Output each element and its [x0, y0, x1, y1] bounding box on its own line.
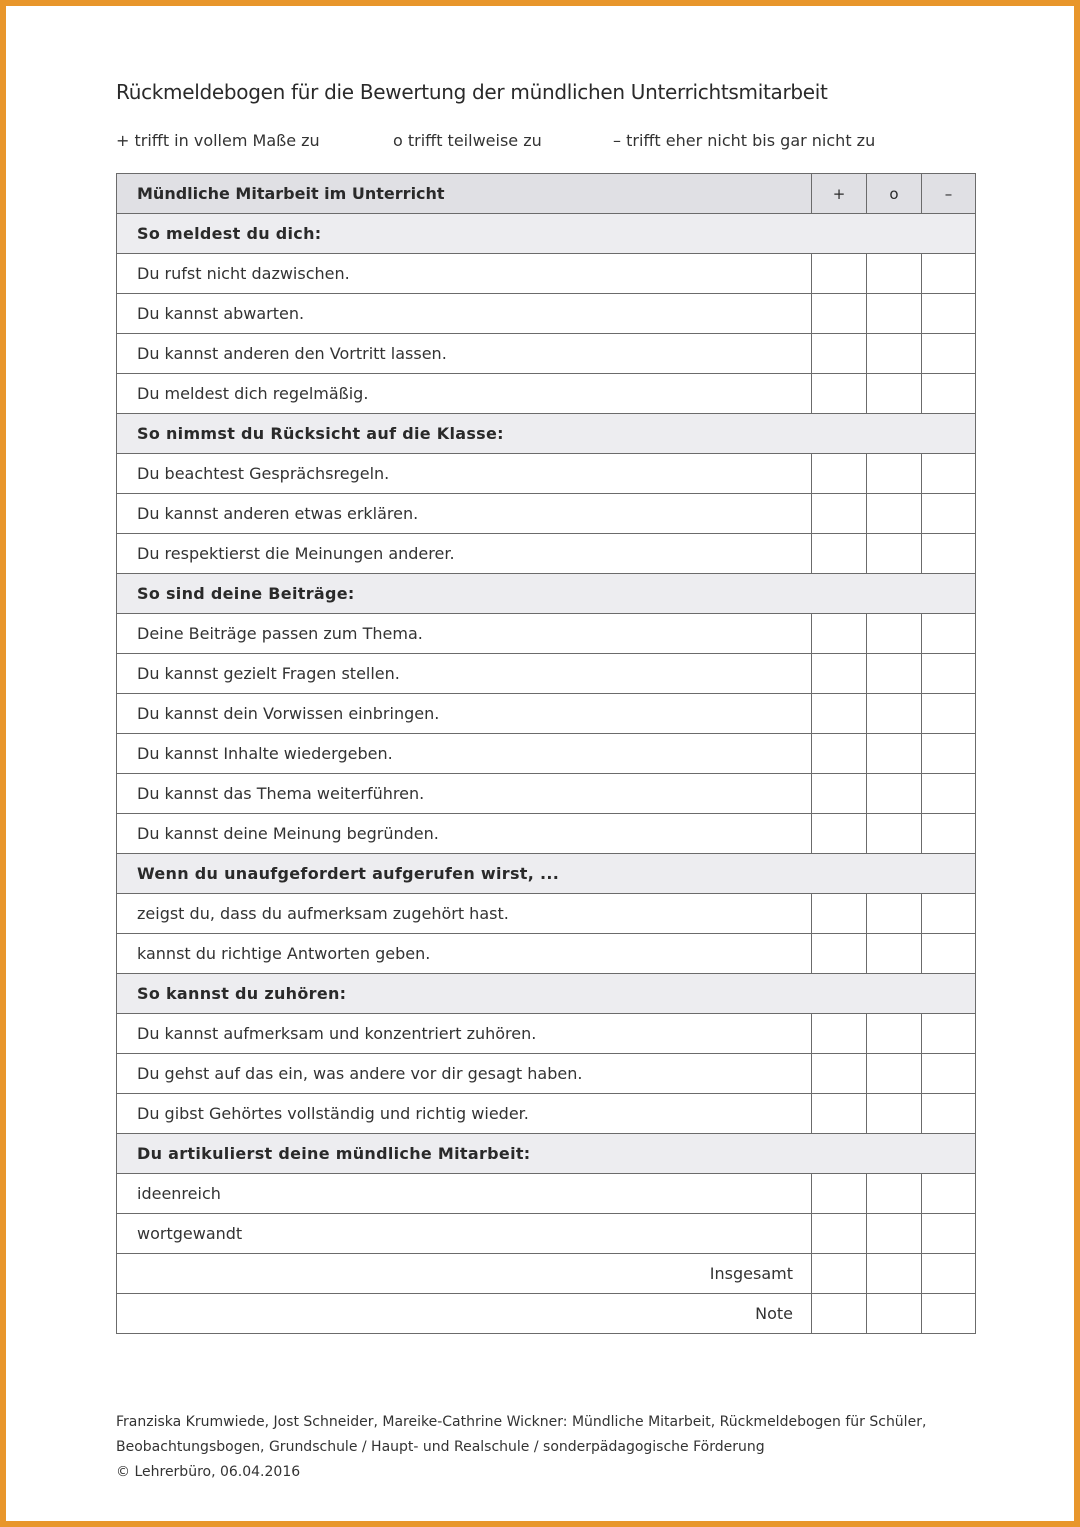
checkbox-plus[interactable]	[812, 654, 867, 694]
criterion-label: Du kannst aufmerksam und konzentriert zuhören.	[117, 1014, 812, 1054]
checkbox-partial[interactable]	[867, 734, 922, 774]
criterion-label: Du rufst nicht dazwischen.	[117, 254, 812, 294]
checkbox-plus[interactable]	[812, 254, 867, 294]
criterion-row	[117, 1174, 976, 1214]
total-row	[117, 1254, 976, 1294]
page-title: Rückmeldebogen für die Bewertung der mündlichen Unterrichtsmitarbeit	[116, 80, 828, 104]
criterion-label: ideenreich	[117, 1174, 812, 1214]
table-header-label: Mündliche Mitarbeit im Unterricht	[117, 174, 812, 214]
criterion-row	[117, 1094, 976, 1134]
criterion-label: Du kannst deine Meinung begründen.	[117, 814, 812, 854]
checkbox-plus[interactable]	[812, 1054, 867, 1094]
checkbox-minus[interactable]	[922, 1174, 976, 1214]
feedback-table	[116, 173, 976, 1334]
checkbox-minus[interactable]	[922, 334, 976, 374]
checkbox-plus[interactable]	[812, 694, 867, 734]
checkbox-partial[interactable]	[867, 1214, 922, 1254]
checkbox-minus[interactable]	[922, 614, 976, 654]
section-row	[117, 974, 976, 1014]
criterion-row	[117, 294, 976, 334]
section-title: So kannst du zuhören:	[117, 974, 976, 1014]
checkbox-plus[interactable]	[812, 894, 867, 934]
checkbox-plus[interactable]	[812, 934, 867, 974]
checkbox-minus[interactable]	[922, 374, 976, 414]
checkbox-plus[interactable]	[812, 734, 867, 774]
criterion-label: Du kannst gezielt Fragen stellen.	[117, 654, 812, 694]
criterion-label: Deine Beiträge passen zum Thema.	[117, 614, 812, 654]
criterion-row	[117, 1214, 976, 1254]
criterion-label: Du beachtest Gesprächsregeln.	[117, 454, 812, 494]
grade-label: Note	[117, 1294, 812, 1334]
checkbox-minus[interactable]	[922, 494, 976, 534]
footer-citation	[116, 1410, 926, 1485]
checkbox-partial[interactable]	[867, 654, 922, 694]
checkbox-partial[interactable]	[867, 534, 922, 574]
checkbox-plus[interactable]	[812, 294, 867, 334]
section-title: Du artikulierst deine mündliche Mitarbeit:	[117, 1134, 976, 1174]
section-title: So meldest du dich:	[117, 214, 976, 254]
criterion-row	[117, 374, 976, 414]
section-title: So nimmst du Rücksicht auf die Klasse:	[117, 414, 976, 454]
header-partial: o	[867, 174, 922, 214]
header-plus: +	[812, 174, 867, 214]
checkbox-plus[interactable]	[812, 614, 867, 654]
criterion-row	[117, 614, 976, 654]
criterion-row	[117, 454, 976, 494]
footer-line-3: © Lehrerbüro, 06.04.2016	[116, 1464, 301, 1480]
checkbox-partial[interactable]	[867, 1054, 922, 1094]
checkbox-partial[interactable]	[867, 494, 922, 534]
checkbox-partial[interactable]	[867, 1174, 922, 1214]
criterion-row	[117, 1054, 976, 1094]
criterion-label: wortgewandt	[117, 1214, 812, 1254]
criterion-row	[117, 494, 976, 534]
criterion-label: kannst du richtige Antworten geben.	[117, 934, 812, 974]
checkbox-partial[interactable]	[867, 1094, 922, 1134]
checkbox-minus[interactable]	[922, 1054, 976, 1094]
criterion-label: Du kannst anderen etwas erklären.	[117, 494, 812, 534]
checkbox-minus[interactable]	[922, 894, 976, 934]
checkbox-plus[interactable]	[812, 334, 867, 374]
checkbox-minus[interactable]	[922, 1094, 976, 1134]
criterion-label: Du kannst abwarten.	[117, 294, 812, 334]
criterion-row	[117, 654, 976, 694]
checkbox-plus[interactable]	[812, 1254, 867, 1294]
criterion-label: Du gibst Gehörtes vollständig und richtig wieder.	[117, 1094, 812, 1134]
checkbox-minus[interactable]	[922, 814, 976, 854]
criterion-label: Du meldest dich regelmäßig.	[117, 374, 812, 414]
checkbox-minus[interactable]	[922, 654, 976, 694]
criterion-label: Du kannst Inhalte wiedergeben.	[117, 734, 812, 774]
checkbox-partial[interactable]	[867, 694, 922, 734]
criterion-row	[117, 774, 976, 814]
grade-row	[117, 1294, 976, 1334]
criterion-label: Du gehst auf das ein, was andere vor dir gesagt haben.	[117, 1054, 812, 1094]
checkbox-minus[interactable]	[922, 774, 976, 814]
header-minus: –	[922, 174, 976, 214]
criterion-row	[117, 814, 976, 854]
checkbox-minus[interactable]	[922, 1014, 976, 1054]
section-row	[117, 574, 976, 614]
checkbox-minus[interactable]	[922, 294, 976, 334]
footer-line-1: Franziska Krumwiede, Jost Schneider, Mareike-Cathrine Wickner: Mündliche Mitarbeit, Rückmeldebogen für Schüler,	[116, 1414, 927, 1430]
checkbox-minus[interactable]	[922, 934, 976, 974]
checkbox-partial[interactable]	[867, 1014, 922, 1054]
checkbox-partial[interactable]	[867, 454, 922, 494]
criterion-row	[117, 254, 976, 294]
checkbox-partial[interactable]	[867, 374, 922, 414]
checkbox-plus[interactable]	[812, 374, 867, 414]
checkbox-partial[interactable]	[867, 254, 922, 294]
checkbox-minus[interactable]	[922, 694, 976, 734]
section-title: So sind deine Beiträge:	[117, 574, 976, 614]
checkbox-minus[interactable]	[922, 1214, 976, 1254]
section-title: Wenn du unaufgefordert aufgerufen wirst, ...	[117, 854, 976, 894]
checkbox-partial[interactable]	[867, 294, 922, 334]
criterion-label: Du kannst das Thema weiterführen.	[117, 774, 812, 814]
checkbox-plus[interactable]	[812, 1294, 867, 1334]
checkbox-plus[interactable]	[812, 814, 867, 854]
criterion-row	[117, 1014, 976, 1054]
checkbox-minus[interactable]	[922, 454, 976, 494]
criterion-row	[117, 894, 976, 934]
checkbox-minus[interactable]	[922, 534, 976, 574]
criterion-row	[117, 734, 976, 774]
checkbox-minus[interactable]	[922, 1254, 976, 1294]
checkbox-plus[interactable]	[812, 494, 867, 534]
criterion-row	[117, 334, 976, 374]
checkbox-partial[interactable]	[867, 1294, 922, 1334]
legend-plus: + trifft in vollem Maße zu	[116, 131, 320, 150]
legend-partial: o trifft teilweise zu	[393, 131, 542, 150]
checkbox-partial[interactable]	[867, 334, 922, 374]
checkbox-plus[interactable]	[812, 454, 867, 494]
criterion-row	[117, 534, 976, 574]
criterion-label: Du kannst dein Vorwissen einbringen.	[117, 694, 812, 734]
section-row	[117, 214, 976, 254]
section-row	[117, 854, 976, 894]
criterion-label: Du respektierst die Meinungen anderer.	[117, 534, 812, 574]
checkbox-partial[interactable]	[867, 614, 922, 654]
checkbox-partial[interactable]	[867, 774, 922, 814]
checkbox-plus[interactable]	[812, 774, 867, 814]
checkbox-minus[interactable]	[922, 254, 976, 294]
checkbox-plus[interactable]	[812, 534, 867, 574]
checkbox-minus[interactable]	[922, 734, 976, 774]
criterion-row	[117, 934, 976, 974]
checkbox-partial[interactable]	[867, 894, 922, 934]
checkbox-plus[interactable]	[812, 1174, 867, 1214]
criterion-row	[117, 694, 976, 734]
section-row	[117, 414, 976, 454]
criterion-label: Du kannst anderen den Vortritt lassen.	[117, 334, 812, 374]
legend-minus: – trifft eher nicht bis gar nicht zu	[613, 131, 876, 150]
footer-line-2: Beobachtungsbogen, Grundschule / Haupt- und Realschule / sonderpädagogische Förderung	[116, 1439, 765, 1455]
checkbox-partial[interactable]	[867, 814, 922, 854]
checkbox-plus[interactable]	[812, 1014, 867, 1054]
criterion-label: zeigst du, dass du aufmerksam zugehört hast.	[117, 894, 812, 934]
checkbox-plus[interactable]	[812, 1094, 867, 1134]
checkbox-plus[interactable]	[812, 1214, 867, 1254]
table-header-row	[117, 174, 976, 214]
checkbox-partial[interactable]	[867, 934, 922, 974]
total-label: Insgesamt	[117, 1254, 812, 1294]
checkbox-partial[interactable]	[867, 1254, 922, 1294]
section-row	[117, 1134, 976, 1174]
checkbox-minus[interactable]	[922, 1294, 976, 1334]
